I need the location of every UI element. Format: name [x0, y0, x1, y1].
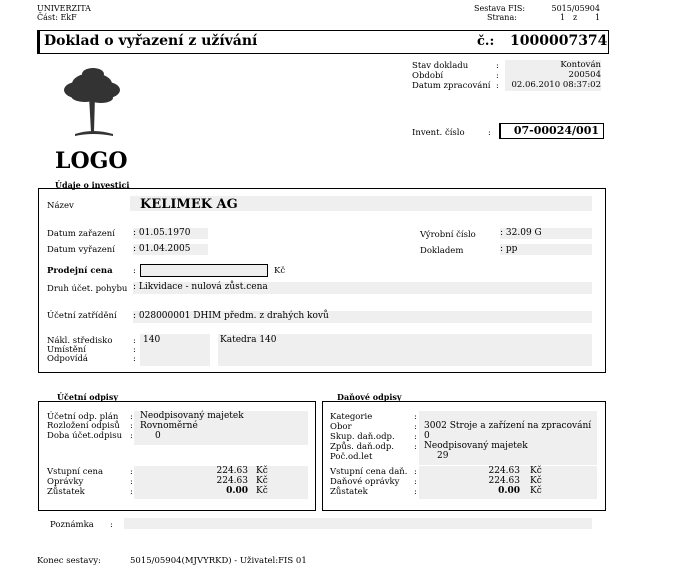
- acc-doba-label: Doba účet.odpisu: [47, 431, 123, 441]
- vyrazeni-label: Datum vyřazení: [47, 245, 115, 255]
- tax-skup-value: 0: [424, 431, 430, 441]
- report-label: Sestava FIS:: [474, 4, 526, 13]
- vyrazeni-value: : 01.04.2005: [133, 244, 208, 255]
- tax-zustatek-currency: Kč: [530, 486, 542, 496]
- nazev-label: Název: [47, 201, 74, 211]
- note-label: Poznámka: [50, 520, 94, 530]
- doc-number-label: č.:: [477, 34, 495, 49]
- acc-vstupni-label: Vstupní cena: [47, 467, 104, 477]
- logo-text: LOGO: [55, 148, 128, 174]
- tax-poc-value: 29: [437, 451, 449, 461]
- nakl-label: Nákl. středisko: [47, 336, 113, 346]
- acc-doba-value: 0: [155, 431, 161, 441]
- dokladem-value: : pp: [500, 244, 592, 255]
- stav-label: Stav dokladu: [412, 61, 469, 71]
- zarazeni-value: : 01.05.1970: [133, 228, 208, 239]
- tax-zpus-value: Neodpisovaný majetek: [424, 441, 528, 451]
- tax-opravky-label: Daňové oprávky: [330, 477, 400, 487]
- page-total: 1: [595, 13, 601, 22]
- acc-opravky-currency: Kč: [256, 476, 268, 486]
- page-sep: z: [573, 13, 578, 22]
- obdobi-value: 200504: [505, 70, 601, 81]
- investment-section-title: Údaje o investici: [55, 180, 130, 190]
- odpovida-label: Odpovídá: [47, 354, 88, 364]
- tax-obor-value: 3002 Stroje a zařízení na zpracování: [424, 421, 592, 431]
- acc-zustatek-currency: Kč: [256, 486, 268, 496]
- tax-title: Daňové odpisy: [337, 392, 402, 402]
- tax-obor-label: Obor: [330, 422, 352, 432]
- acc-zustatek-label: Zůstatek: [47, 487, 85, 497]
- invent-label: Invent. číslo: [412, 128, 465, 138]
- note-field: [124, 518, 592, 529]
- page-label: Strana:: [487, 13, 517, 22]
- vyrobni-label: Výrobní číslo: [420, 230, 476, 240]
- ucetni-zatr-label: Účetní zatřídění: [47, 311, 117, 321]
- footer-label: Konec sestavy:: [37, 556, 101, 566]
- document-title: Doklad o vyřazení z užívání: [44, 33, 258, 49]
- zarazeni-label: Datum zařazení: [47, 229, 115, 239]
- tax-vstupni-value: 224.63: [488, 466, 520, 476]
- nakl-value: 140: [143, 335, 161, 345]
- acc-opravky-value: 224.63: [216, 476, 248, 486]
- acc-vstupni-value: 224.63: [216, 466, 248, 476]
- acc-zustatek-value: 0.00: [226, 486, 248, 496]
- prodejni-unit: Kč: [274, 266, 286, 276]
- page-current: 1: [560, 13, 566, 22]
- org-part: Část: EkF: [37, 13, 77, 22]
- tax-opravky-currency: Kč: [530, 476, 542, 486]
- tax-poc-label: Poč.od.let: [330, 452, 373, 462]
- accounting-title: Účetní odpisy: [57, 392, 118, 402]
- druh-label: Druh účet. pohybu: [47, 284, 128, 294]
- tax-zustatek-label: Zůstatek: [330, 487, 368, 497]
- acc-rozlozeni-value: Rovnoměrné: [140, 421, 198, 431]
- vyrobni-value: : 32.09 G: [500, 228, 592, 239]
- acc-vstupni-currency: Kč: [256, 466, 268, 476]
- tax-kategorie-label: Kategorie: [330, 412, 373, 422]
- ucetni-zatr-value: : 028000001 DHIM předm. z drahých kovů: [133, 311, 592, 323]
- obdobi-label: Období: [412, 71, 444, 81]
- tree-logo-icon: [55, 66, 130, 141]
- prodejni-label: Prodejní cena: [47, 266, 113, 276]
- tax-vstupni-currency: Kč: [530, 466, 542, 476]
- datum-zprac-label: Datum zpracování: [412, 81, 491, 91]
- footer-value: 5015/05904(MJVYRKD) - Uživatel:FIS 01: [130, 556, 307, 566]
- report-code: 5015/05904: [551, 4, 600, 13]
- prodejni-input[interactable]: [140, 264, 268, 277]
- tax-zpus-label: Způs. daň.odp.: [330, 442, 394, 452]
- invent-value: 07-00024/001: [513, 124, 599, 137]
- druh-value: : Likvidace - nulová zůst.cena: [133, 282, 592, 294]
- datum-zprac-value: 02.06.2010 08:37:02: [505, 80, 601, 91]
- acc-rozlozeni-label: Rozložení odpisů: [47, 421, 120, 431]
- nazev-value: KELIMEK AG: [140, 197, 238, 212]
- umisteni-label: Umístění: [47, 345, 86, 355]
- acc-plan-label: Účetní odp. plán: [47, 412, 119, 422]
- stav-value: Kontován: [505, 60, 601, 71]
- tax-skup-label: Skup. daň.odp.: [330, 432, 395, 442]
- org-name: UNIVERZITA: [37, 4, 91, 13]
- katedra-value: Katedra 140: [220, 335, 277, 345]
- dokladem-label: Dokladem: [420, 246, 464, 256]
- acc-plan-value: Neodpisovaný majetek: [140, 411, 244, 421]
- tax-vstupni-label: Vstupní cena daň.: [330, 467, 408, 477]
- acc-opravky-label: Oprávky: [47, 477, 84, 487]
- tax-opravky-value: 224.63: [488, 476, 520, 486]
- tax-zustatek-value: 0.00: [498, 486, 520, 496]
- doc-number: 1000007374: [510, 33, 608, 49]
